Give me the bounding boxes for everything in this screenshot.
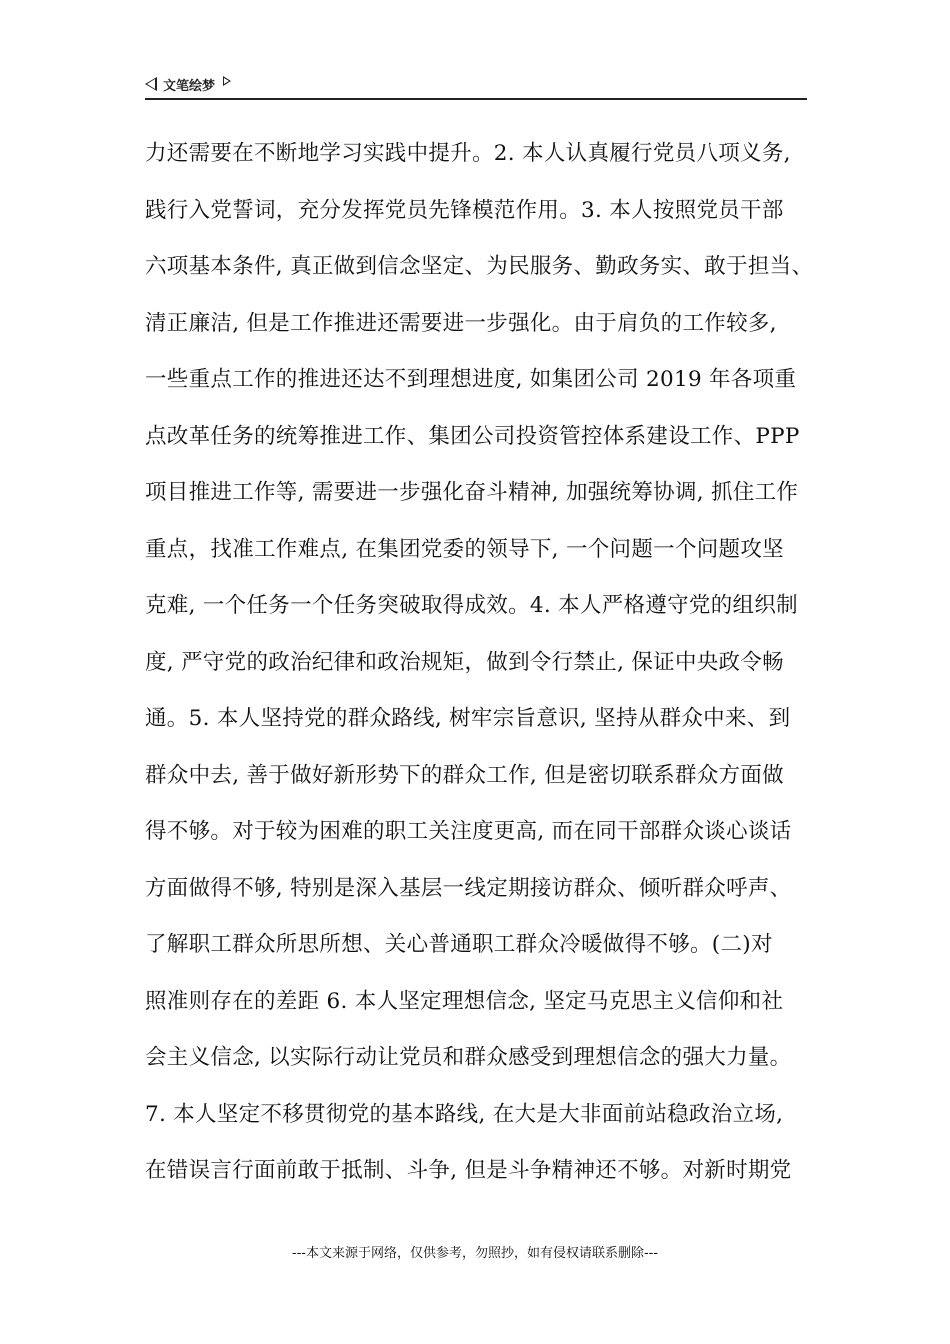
text-line: 项目推进工作等, 需要进一步强化奋斗精神, 加强统筹协调, 抓住工作 [145, 480, 799, 505]
page-footer-disclaimer: ---本文来源于网络，仅供参考，勿照抄，如有侵权请联系删除--- [291, 1246, 659, 1261]
triangle-left-icon [145, 77, 157, 91]
text-line: 群众中去, 善于做好新形势下的群众工作, 但是密切联系群众方面做 [145, 762, 784, 788]
triangle-right-icon [223, 76, 231, 86]
text-line: 力还需要在不断地学习实践中提升。2. 本人认真履行党员八项义务, [145, 141, 791, 166]
text-line: 会主义信念, 以实际行动让党员和群众感受到理想信念的强大力量。 [145, 1045, 792, 1070]
text-line: 7. 本人坚定不移贯彻党的基本路线, 在大是大非面前站稳政治立场, [145, 1101, 784, 1127]
document-body [145, 134, 825, 1208]
text-line: 方面做得不够, 特别是深入基层一线定期接访群众、倾听群众呼声、 [145, 875, 792, 901]
page-header [145, 72, 807, 100]
header-title: 文笔绘梦 [163, 78, 216, 94]
text-line: 重点，找准工作难点, 在集团党委的领导下, 一个问题一个问题攻坚 [145, 536, 784, 562]
text-line: 了解职工群众所思所想、关心普通职工群众冷暖做得不够。(二)对 [145, 932, 773, 957]
text-line: 度, 严守党的政治纪律和政治规矩，做到令行禁止, 保证中央政令畅 [145, 649, 784, 675]
text-line: 通。5. 本人坚持党的群众路线, 树牢宗旨意识, 坚持从群众中来、到 [145, 706, 791, 731]
text-line: 克难, 一个任务一个任务突破取得成效。4. 本人严格遵守党的组织制 [145, 593, 798, 618]
text-line: 点改革任务的统筹推进工作、集团公司投资管控体系建设工作、PPP [145, 423, 800, 449]
header-brand [145, 72, 231, 96]
text-line: 在错误言行面前敢于抵制、斗争, 但是斗争精神还不够。对新时期党 [145, 1158, 792, 1183]
text-line: 践行入党誓词，充分发挥党员先锋模范作用。3. 本人按照党员干部 [145, 197, 784, 223]
text-line: 照准则存在的差距 6. 本人坚定理想信念, 坚定马克思主义信仰和社 [145, 988, 784, 1014]
text-line: 清正廉洁, 但是工作推进还需要进一步强化。由于肩负的工作较多, [145, 310, 777, 336]
text-line: 六项基本条件, 真正做到信念坚定、为民服务、勤政务实、敢于担当、 [145, 254, 814, 279]
text-line: 得不够。对于较为困难的职工关注度更高, 而在同干部群众谈心谈话 [145, 819, 792, 844]
text-line: 一些重点工作的推进还达不到理想进度, 如集团公司 2019 年各项重 [145, 367, 797, 392]
